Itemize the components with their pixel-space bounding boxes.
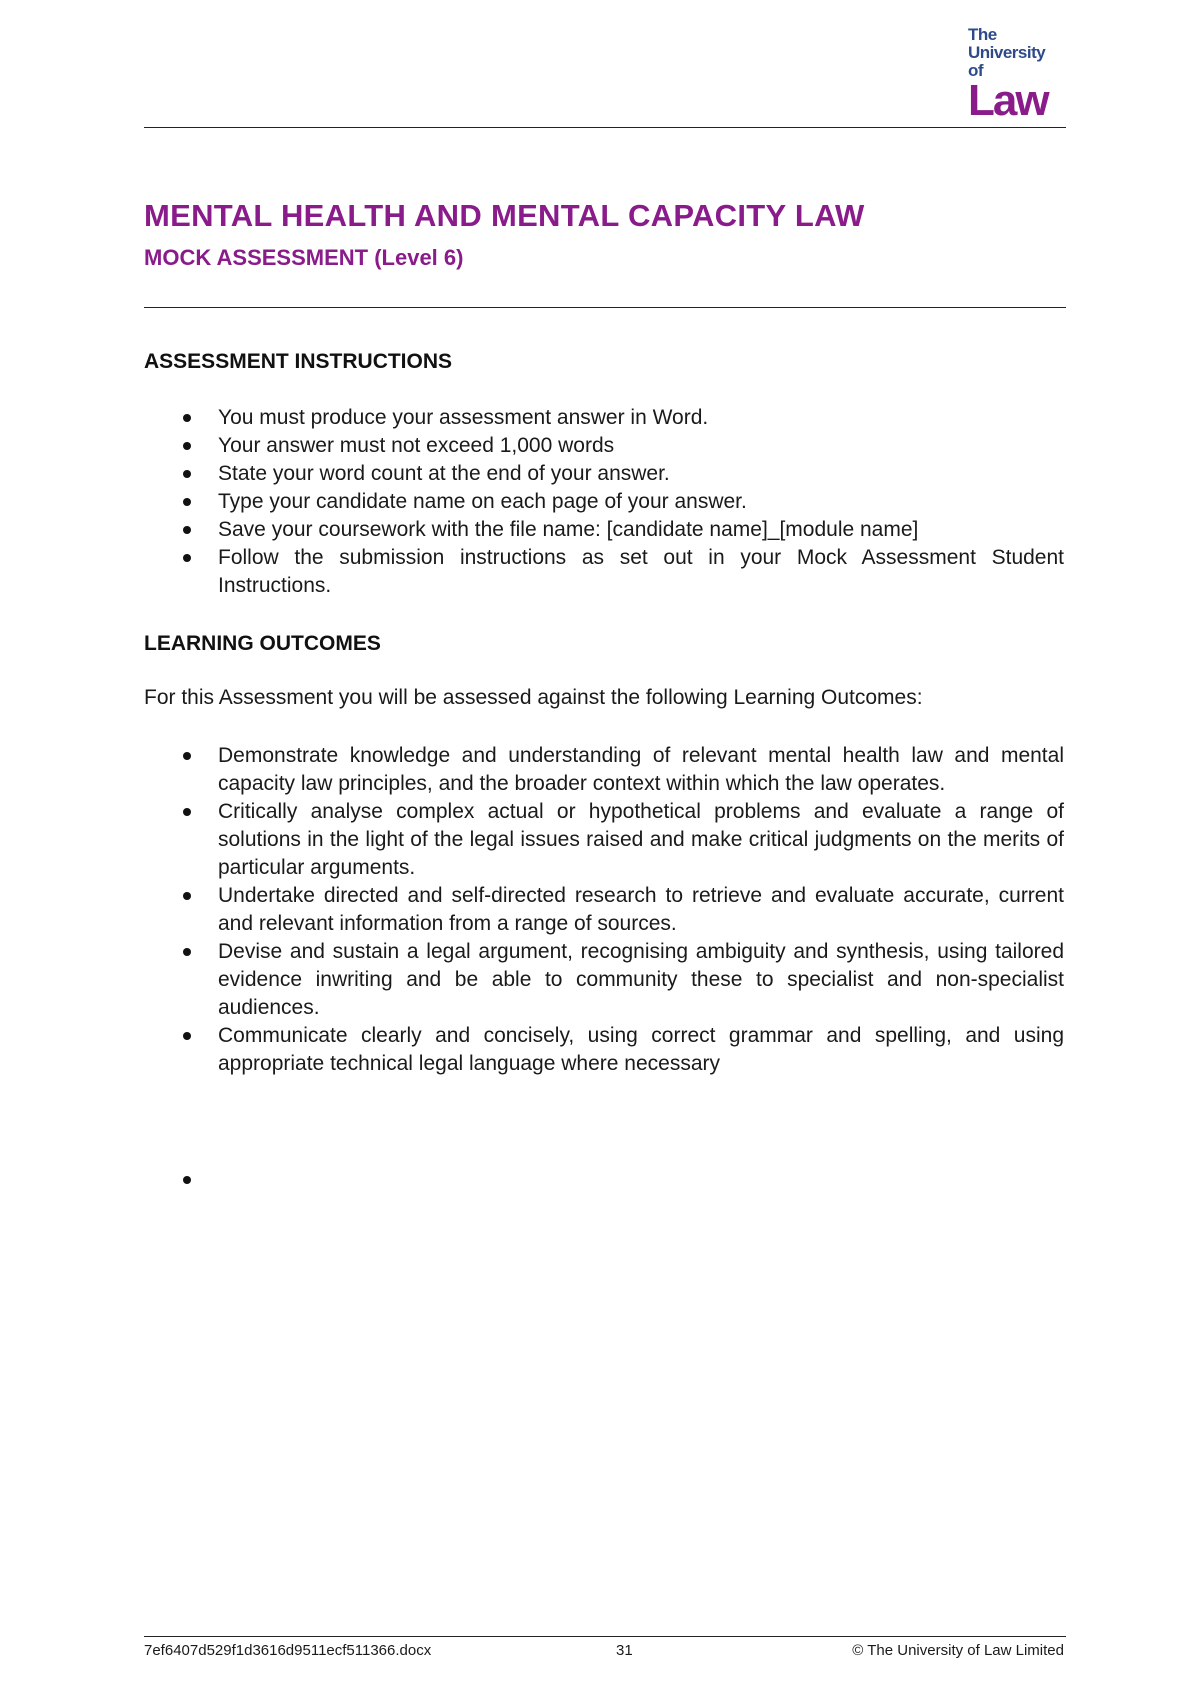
footer-divider bbox=[144, 1636, 1066, 1637]
list-item-text: Critically analyse complex actual or hypothetical problems and evaluate a range of solutions in the light of the legal issues raised and make critical judgments on the merits of particular arguments. bbox=[218, 800, 1064, 879]
document-title: MENTAL HEALTH AND MENTAL CAPACITY LAW bbox=[144, 198, 865, 233]
bullet-icon bbox=[183, 498, 191, 506]
list-item bbox=[144, 432, 1064, 460]
logo-line-law: Law bbox=[968, 76, 1048, 125]
list-item bbox=[144, 882, 1064, 938]
list-item bbox=[144, 742, 1064, 798]
list-item-text: Save your coursework with the file name: [candidate name]_[module name] bbox=[218, 518, 919, 541]
bullet-icon bbox=[183, 752, 191, 760]
list-item-text: Type your candidate name on each page of your answer. bbox=[218, 490, 747, 513]
list-item bbox=[144, 404, 1064, 432]
list-item-text: Your answer must not exceed 1,000 words bbox=[218, 434, 615, 457]
list-item bbox=[144, 488, 1064, 516]
title-divider bbox=[144, 307, 1066, 308]
footer-page-number: 31 bbox=[616, 1642, 633, 1659]
assessment-instructions-heading: ASSESSMENT INSTRUCTIONS bbox=[144, 350, 453, 373]
list-item bbox=[144, 798, 1064, 882]
learning-outcomes-intro: For this Assessment you will be assessed against the following Learning Outcomes: bbox=[144, 686, 923, 709]
university-of-law-logo bbox=[968, 25, 1062, 125]
list-item-text: Demonstrate knowledge and understanding of relevant mental health law and mental capacity law principles, and the broader context within which the law operates. bbox=[218, 744, 1064, 795]
bullet-icon bbox=[183, 948, 191, 956]
bullet-icon bbox=[183, 526, 191, 534]
bullet-icon bbox=[183, 808, 191, 816]
bullet-icon bbox=[183, 554, 191, 562]
footer-copyright: © The University of Law Limited bbox=[852, 1642, 1064, 1659]
header-divider bbox=[144, 127, 1066, 128]
bullet-icon bbox=[183, 1032, 191, 1040]
bullet-icon bbox=[183, 442, 191, 450]
list-item bbox=[144, 516, 1064, 544]
learning-outcomes-list bbox=[144, 742, 1064, 1078]
bullet-icon bbox=[183, 892, 191, 900]
list-item bbox=[144, 460, 1064, 488]
logo-line-university: University of bbox=[968, 43, 1046, 80]
list-item-text: Devise and sustain a legal argument, recognising ambiguity and synthesis, using tailored evidence inwriting and be able to community these to specialist and non-specialist audiences. bbox=[218, 940, 1064, 1019]
assessment-instructions-list bbox=[144, 404, 1064, 600]
list-item-text: State your word count at the end of your answer. bbox=[218, 462, 670, 485]
empty-bullet-icon bbox=[183, 1176, 191, 1184]
learning-outcomes-heading: LEARNING OUTCOMES bbox=[144, 632, 381, 655]
bullet-icon bbox=[183, 414, 191, 422]
document-subtitle: MOCK ASSESSMENT (Level 6) bbox=[144, 245, 464, 270]
list-item-text: You must produce your assessment answer in Word. bbox=[218, 406, 709, 429]
list-item-text: Undertake directed and self-directed research to retrieve and evaluate accurate, current and relevant information from a range of sources. bbox=[218, 884, 1064, 935]
logo-line-the: The bbox=[968, 25, 997, 44]
list-item-text: Communicate clearly and concisely, using correct grammar and spelling, and using appropriate technical legal language where necessary bbox=[218, 1024, 1064, 1075]
list-item bbox=[144, 938, 1064, 1022]
list-item bbox=[144, 1022, 1064, 1078]
bullet-icon bbox=[183, 470, 191, 478]
list-item-text: Follow the submission instructions as set out in your Mock Assessment Student Instructions. bbox=[218, 546, 1064, 597]
list-item bbox=[144, 544, 1064, 600]
footer-filename: 7ef6407d529f1d3616d9511ecf511366.docx bbox=[144, 1642, 432, 1659]
